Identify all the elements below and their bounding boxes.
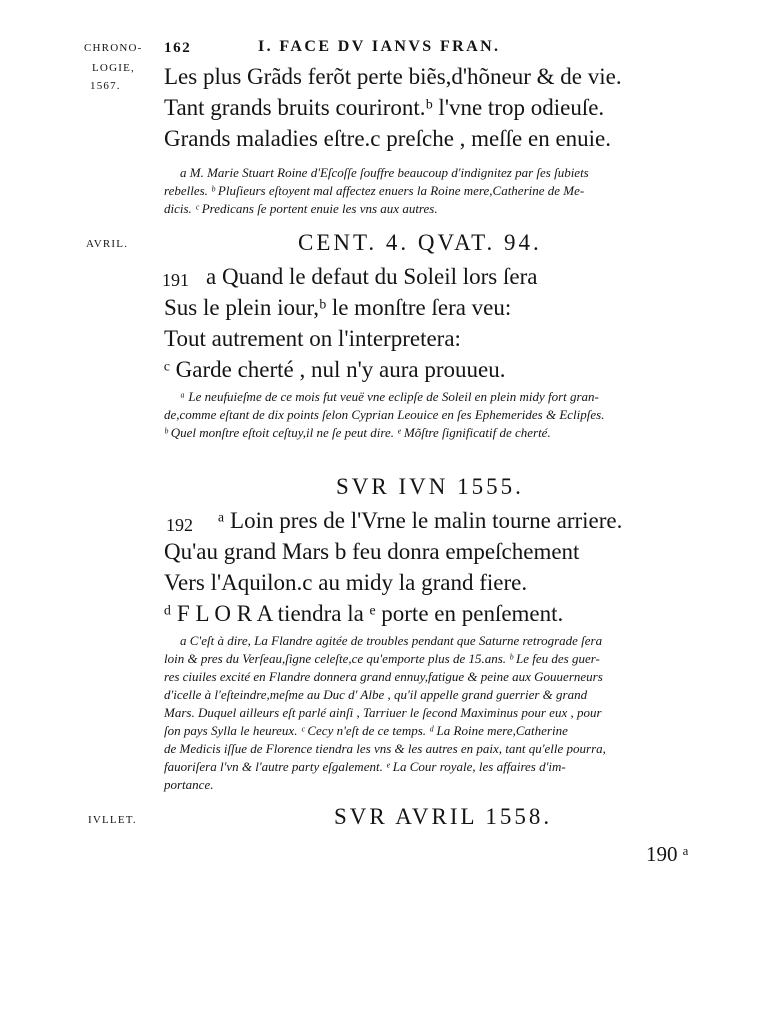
commentary-line: Mars. Duquel ailleurs eſt parlé ainſi , Tarriuer le ſecond Maximinus pour eux , pour [164,705,602,720]
commentary-line: d'icelle à l'eſteindre,meſme au Duc d' Albe , qu'il appelle grand guerrier & grand [164,687,588,702]
verse-line: Tant grands bruits couriront.ᵇ l'vne trop odieuſe. [164,95,605,120]
commentary-line: de,comme eſtant de dix points ſelon Cyprian Leouice en ſes Ephemerides & Eclipſes. [164,407,605,422]
commentary-line: portance. [164,777,214,792]
commentary-line: loin & pres du Verſeau,ſigne celeſte,ce qu'emporte plus de 15.ans. ᵇ Le feu des guer- [164,651,600,666]
margin-note-chronologie-3: 1567. [90,80,121,92]
page-number: 162 [164,40,192,56]
commentary-line: a M. Marie Stuart Roine d'Eſcoſſe ſouffre beaucoup d'indignitez par ſes ſubiets [180,165,589,180]
commentary-line: dicis. ᶜ Predicans ſe portent enuie les vns aux autres. [164,201,438,216]
verse-line: Grands maladies eſtre.c preſche , meſſe en enuie. [164,126,612,151]
commentary-line: ᵃ Le neufuieſme de ce mois fut veuë vne eclipſe de Soleil en plein midy fort gran- [180,389,599,404]
section-heading: SVR AVRIL 1558. [334,804,553,829]
verse-line: ᵃ Loin pres de l'Vrne le malin tourne arriere. [218,508,623,533]
verse-line: ᶜ Garde cherté , nul n'y aura prouueu. [164,357,506,382]
verse-line: Qu'au grand Mars b feu donra empeſchement [164,539,580,564]
catchword: 190 ᵃ [646,842,689,866]
margin-note-chronologie-1: CHRONO- [84,42,143,54]
commentary-line: res ciuiles excité en Flandre donnera grand ennuy,fatigue & peine aux Gouuerneurs [164,669,603,684]
commentary-line: ſon pays Sylla le heureux. ᶜ Cecy n'eſt de ce temps. ᵈ La Roine mere,Catherine [164,723,568,738]
quatrain-number: 192 [166,515,193,535]
verse-line: Tout autrement on l'interpretera: [164,326,461,351]
margin-month-label: AVRIL. [86,238,129,250]
commentary-line: a C'eſt à dire, La Flandre agitée de troubles pendant que Saturne retrograde ſera [180,633,603,648]
verse-line: Les plus Grãds ferõt perte biẽs,d'hõneur & de vie. [164,64,622,89]
quatrain-number: 191 [162,270,189,290]
margin-note-chronologie-2: LOGIE, [92,62,135,74]
quatrain-heading: CENT. 4. QVAT. 94. [298,230,542,255]
commentary-line: fauoriſera l'vn & l'autre party eſgalement. ᵉ La Cour royale, les affaires d'im- [164,759,566,774]
running-title: I. FACE DV IANVS FRAN. [258,38,501,55]
verse-line: a Quand le defaut du Soleil lors ſera [206,264,538,289]
commentary-line: ᵇ Quel monſtre eſtoit ceſtuy,il ne ſe peut dire. ᵉ Mõſtre ſignificatif de cherté. [164,425,551,440]
verse-line: Vers l'Aquilon.c au midy la grand fiere. [164,570,528,595]
verse-line: ᵈ F L O R A tiendra la ᵉ porte en penſement. [164,601,564,626]
commentary-line: de Medicis iſſue de Florence tiendra les vns & les autres en paix, tant qu'elle pourra, [164,741,606,756]
margin-month-label: IVLLET. [88,814,137,826]
section-heading: SVR IVN 1555. [336,474,524,499]
commentary-line: rebelles. ᵇ Pluſieurs eſtoyent mal affectez enuers la Roine mere,Catherine de Me- [164,183,585,198]
verse-line: Sus le plein iour,ᵇ le monſtre ſera veu: [164,295,512,320]
